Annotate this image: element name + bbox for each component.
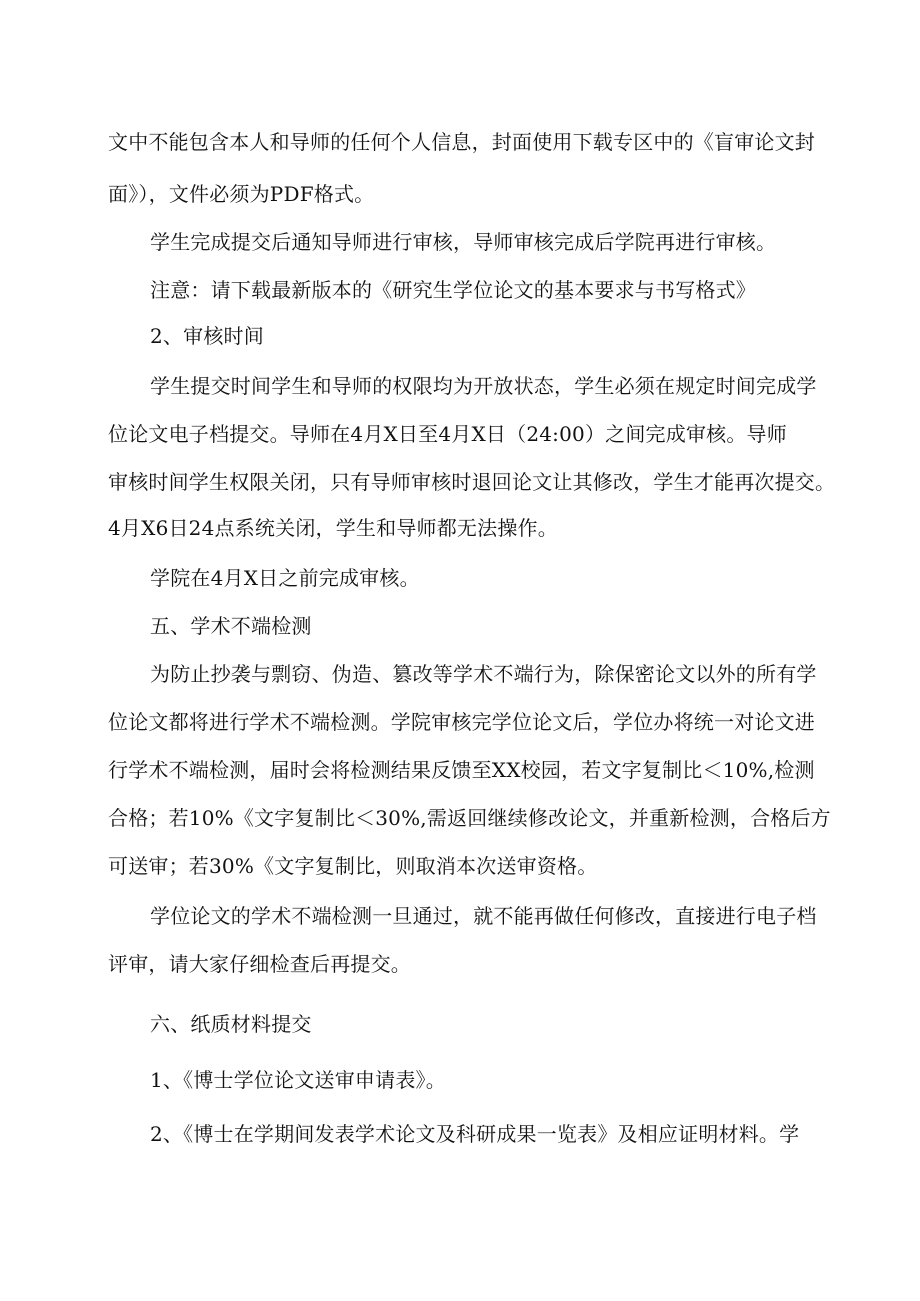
paragraph-line: 位论文都将进行学术不端检测。学院审核完学位论文后，学位办将统一对论文进 (108, 710, 815, 734)
note-line: 注意：请下载最新版本的《研究生学位论文的基本要求与书写格式》 (150, 278, 756, 302)
paragraph-line: 为防止抄袭与剽窃、伪造、篡改等学术不端行为，除保密论文以外的所有学 (150, 662, 817, 686)
paragraph-line: 可送审；若30%《文字复制比，则取消本次送审资格。 (108, 854, 598, 878)
paragraph-line: 审核时间学生权限关闭，只有导师审核时退回论文让其修改，学生才能再次提交。 (108, 470, 836, 494)
paragraph-line: 学生完成提交后通知导师进行审核，导师审核完成后学院再进行审核。 (150, 230, 777, 254)
section-heading: 五、学术不端检测 (150, 614, 312, 638)
paragraph-line: 合格；若10%《文字复制比＜30%,需返回继续修改论文，并重新检测，合格后方 (108, 806, 831, 830)
paragraph-line: 行学术不端检测，届时会将检测结果反馈至XX校园，若文字复制比＜10%,检测 (108, 758, 815, 782)
list-item: 2、《博士在学期间发表学术论文及科研成果一览表》及相应证明材料。学 (150, 1122, 800, 1146)
section-heading: 六、纸质材料提交 (150, 1012, 312, 1036)
section-heading: 2、审核时间 (150, 324, 264, 348)
list-item: 1、《博士学位论文送审申请表》。 (150, 1068, 446, 1092)
paragraph-line: 面》），文件必须为PDF格式。 (108, 182, 375, 206)
paragraph-line: 文中不能包含本人和导师的任何个人信息，封面使用下载专区中的《盲审论文封 (108, 130, 815, 154)
paragraph-line: 学生提交时间学生和导师的权限均为开放状态，学生必须在规定时间完成学 (150, 374, 817, 398)
paragraph-line: 位论文电子档提交。导师在4月X日至4月X日（24:00）之间完成审核。导师 (108, 422, 787, 446)
paragraph-line: 学院在4月X日之前完成审核。 (150, 566, 420, 590)
paragraph-line: 4月X6日24点系统关闭，学生和导师都无法操作。 (108, 516, 558, 540)
paragraph-line: 学位论文的学术不端检测一旦通过，就不能再做任何修改，直接进行电子档 (150, 904, 817, 928)
paragraph-line: 评审，请大家仔细检查后再提交。 (108, 952, 411, 976)
